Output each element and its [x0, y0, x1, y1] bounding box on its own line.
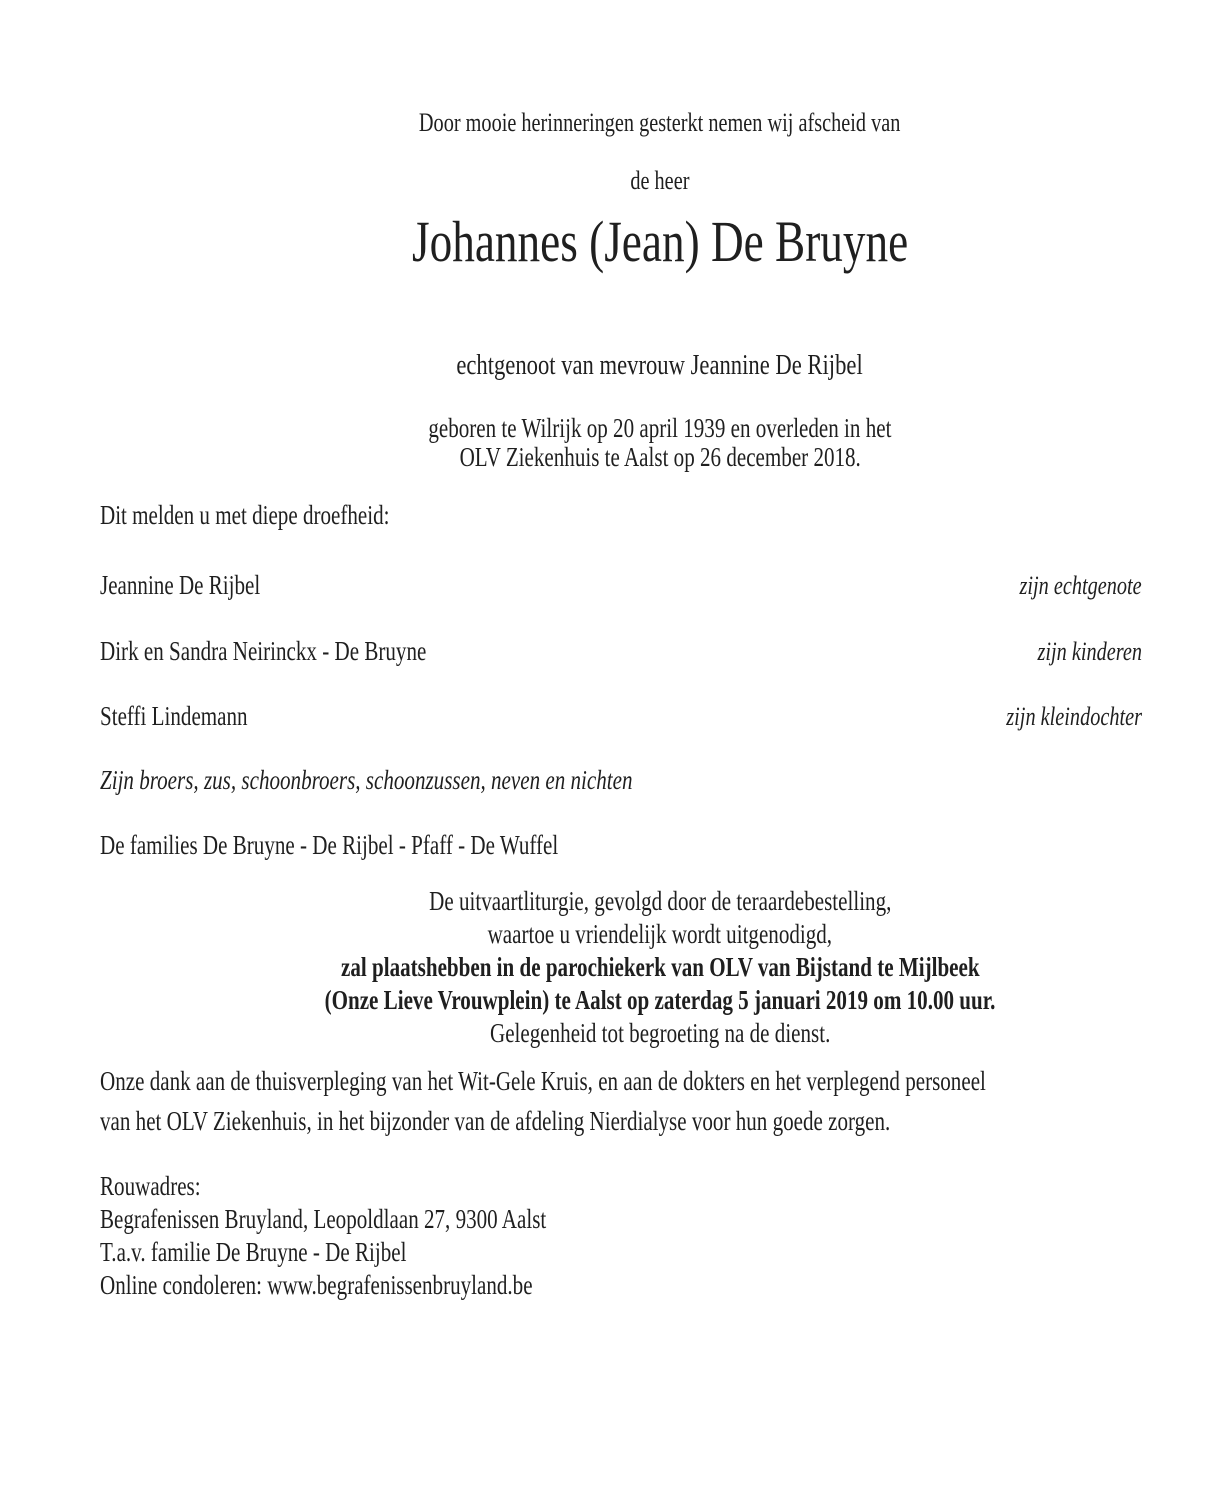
ceremony-line: De uitvaartliturgie, gevolgd door de teraardebestelling, — [428, 886, 892, 916]
spouse-line-text: echtgenoot van mevrouw Jeannine De Rijbel — [456, 349, 864, 381]
death-line: OLV Ziekenhuis te Aalst op 26 december 2018. — [459, 442, 861, 472]
mourning-address-label: Rouwadres: — [100, 1171, 201, 1201]
relative-name: Steffi Lindemann — [100, 701, 248, 731]
relative-name: Jeannine De Rijbel — [100, 570, 261, 600]
thanks-block — [100, 1061, 1214, 1141]
ceremony-line-bold: (Onze Lieve Vrouwplein) te Aalst op zaterdag 5 januari 2019 om 10.00 uur. — [324, 985, 996, 1015]
deceased-name-text: Johannes (Jean) De Bruyne — [411, 209, 909, 274]
families-line — [100, 830, 688, 860]
online-condolence-line: Online condoleren: www.begrafenissenbruyland.be — [100, 1270, 533, 1300]
salutation-text: de heer — [630, 166, 690, 195]
mourning-address-line: T.a.v. familie De Bruyne - De Rijbel — [100, 1237, 407, 1267]
families-text: De families De Bruyne - De Rijbel - Pfaff - De Wuffel — [100, 830, 559, 860]
ceremony-line-bold: zal plaatshebben in de parochiekerk van OLV van Bijstand te Mijlbeek — [340, 952, 980, 982]
deceased-name — [106, 210, 1214, 274]
relative-row — [100, 570, 1142, 601]
extended-family-text: Zijn broers, zus, schoonbroers, schoonzussen, neven en nichten — [100, 765, 633, 795]
spouse-line — [106, 348, 1214, 382]
announcement-text: Dit melden u met diepe droefheid: — [100, 500, 390, 530]
thanks-line: van het OLV Ziekenhuis, in het bijzonder van de afdeling Nierdialyse voor hun goede zorgen. — [100, 1106, 891, 1136]
relative-relation: zijn kinderen — [1037, 637, 1142, 666]
birth-death-block — [106, 414, 1214, 472]
mourning-address-line: Begrafenissen Bruyland, Leopoldlaan 27, 9300 Aalst — [100, 1204, 547, 1234]
relative-name: Dirk en Sandra Neirinckx - De Bruyne — [100, 636, 427, 666]
birth-line: geboren te Wilrijk op 20 april 1939 en overleden in het — [428, 413, 892, 443]
intro-line-text: Door mooie herinneringen gesterkt nemen wij afscheid van — [419, 108, 901, 137]
intro-line — [106, 108, 1214, 138]
extended-family-line — [100, 765, 783, 795]
relative-relation: zijn echtgenote — [1019, 571, 1142, 600]
ceremony-line: Gelegenheid tot begroeting na de dienst. — [489, 1018, 831, 1048]
ceremony-block — [106, 885, 1214, 1050]
relative-relation: zijn kleindochter — [1006, 702, 1142, 731]
mourning-address-block — [100, 1170, 672, 1302]
salutation-line — [106, 166, 1214, 196]
thanks-line: Onze dank aan de thuisverpleging van het Wit-Gele Kruis, en aan de dokters en het verplegend personeel — [100, 1066, 986, 1096]
ceremony-line: waartoe u vriendelijk wordt uitgenodigd, — [487, 919, 833, 949]
relative-row — [100, 701, 1142, 732]
announcement-line — [100, 500, 471, 530]
relative-row — [100, 636, 1142, 667]
